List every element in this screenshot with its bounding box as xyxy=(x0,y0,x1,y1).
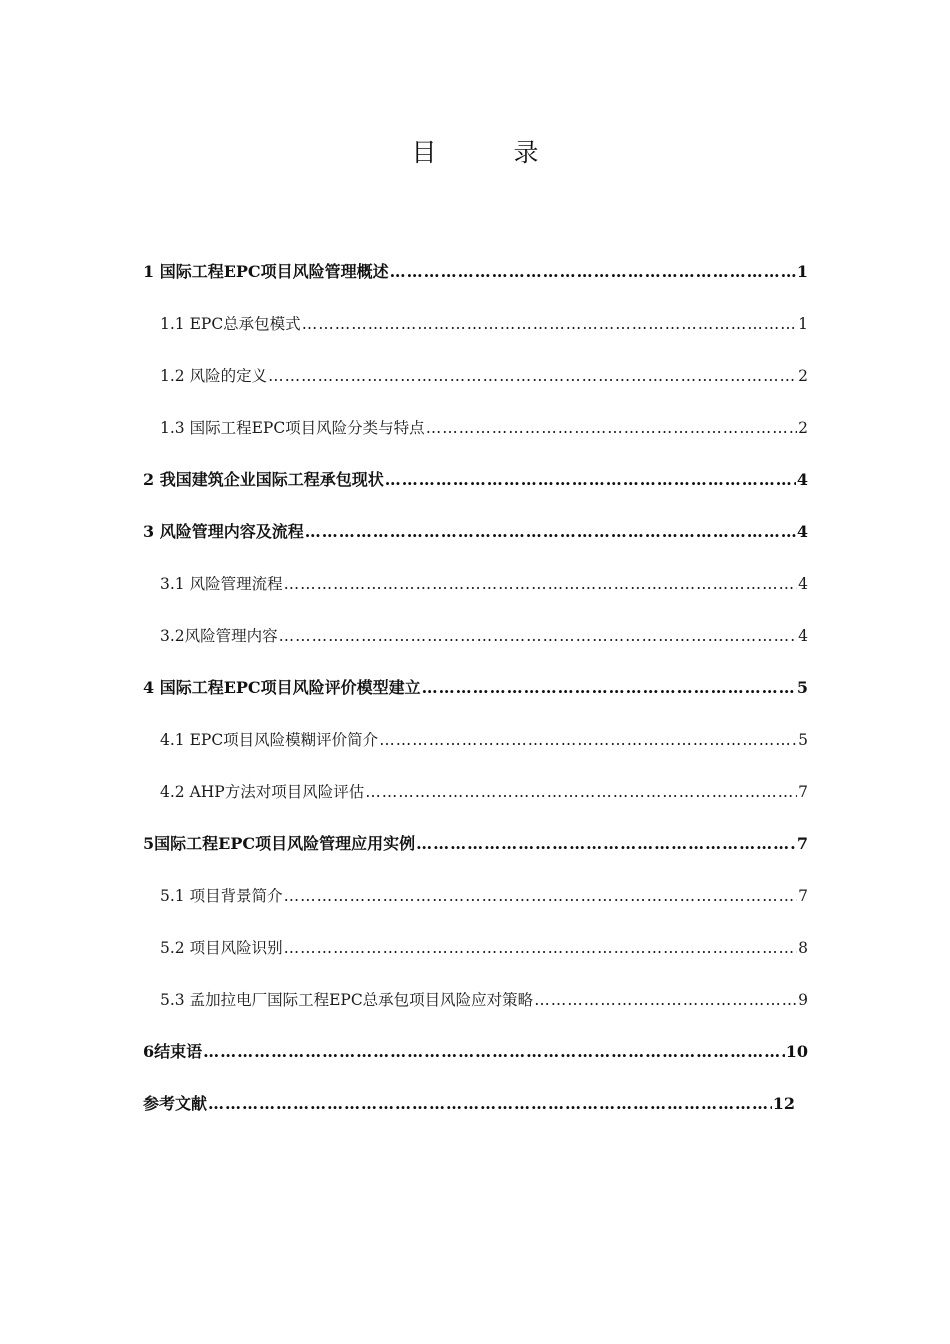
toc-entry-section-1-2[interactable] xyxy=(160,358,808,394)
toc-entry-label: 4.2 AHP方法对项目风险评估 xyxy=(160,783,365,801)
toc-entry-section-5-3[interactable] xyxy=(160,982,808,1018)
toc-entry-label: 4.1 EPC项目风险模糊评价简介 xyxy=(160,731,379,749)
toc-entry-page: 4 xyxy=(798,627,808,645)
dot-leader xyxy=(390,254,796,290)
toc-entry-label: 5国际工程EPC项目风险管理应用实例 xyxy=(143,834,416,853)
toc-entry-section-3-2[interactable] xyxy=(160,618,808,654)
toc-entry-label: 参考文献 xyxy=(143,1094,208,1113)
dot-leader xyxy=(268,358,797,394)
dot-leader xyxy=(365,774,797,810)
toc-entry-chapter-2[interactable] xyxy=(143,462,808,498)
toc-entry-label: 5.2 项目风险识别 xyxy=(160,939,283,957)
toc-entry-page: 1 xyxy=(796,262,808,281)
dot-leader xyxy=(426,410,797,446)
dot-leader xyxy=(284,930,798,966)
toc-entry-page: 4 xyxy=(796,470,808,489)
toc-entry-label: 3.1 风险管理流程 xyxy=(160,575,283,593)
toc-entry-page: 7 xyxy=(798,783,808,801)
dot-leader xyxy=(302,306,797,342)
toc-entry-chapter-6[interactable] xyxy=(143,1034,808,1070)
toc-entry-label: 1.1 EPC总承包模式 xyxy=(160,315,301,333)
toc-entry-page: 5 xyxy=(796,678,808,697)
toc-entry-page: 7 xyxy=(798,887,808,905)
toc-entry-section-4-2[interactable] xyxy=(160,774,808,810)
toc-entry-page: 2 xyxy=(798,367,808,385)
toc-entry-label: 3.2风险管理内容 xyxy=(160,627,278,645)
toc-entry-page: 2 xyxy=(798,419,808,437)
toc-entry-page: 1 xyxy=(798,315,808,333)
dot-leader xyxy=(534,982,797,1018)
dot-leader xyxy=(385,462,796,498)
dot-leader xyxy=(208,1086,772,1122)
toc-entry-label: 5.3 孟加拉电厂国际工程EPC总承包项目风险应对策略 xyxy=(160,991,534,1009)
toc-title: 目 录 xyxy=(411,138,565,167)
toc-entry-page: 7 xyxy=(796,834,808,853)
toc-entry-label: 3 风险管理内容及流程 xyxy=(143,522,304,541)
toc-entry-section-1-1[interactable] xyxy=(160,306,808,342)
toc-entry-section-4-1[interactable] xyxy=(160,722,808,758)
toc-entry-page: 10 xyxy=(785,1042,808,1061)
toc-entry-section-5-1[interactable] xyxy=(160,878,808,914)
toc-entry-section-3-1[interactable] xyxy=(160,566,808,602)
toc-entry-chapter-1[interactable] xyxy=(143,254,808,290)
dot-leader xyxy=(305,514,796,550)
toc-entry-label: 1.2 风险的定义 xyxy=(160,367,268,385)
toc-entry-chapter-4[interactable] xyxy=(143,670,808,706)
toc-entry-page: 8 xyxy=(798,939,808,957)
toc-entry-label: 2 我国建筑企业国际工程承包现状 xyxy=(143,470,384,489)
toc-entry-page: 4 xyxy=(798,575,808,593)
toc-entry-page: 12 xyxy=(772,1094,795,1113)
toc-entry-label: 4 国际工程EPC项目风险评价模型建立 xyxy=(143,678,421,697)
toc-entry-chapter-5[interactable] xyxy=(143,826,808,862)
dot-leader xyxy=(416,826,796,862)
dot-leader xyxy=(279,618,797,654)
toc-entry-section-1-3[interactable] xyxy=(160,410,808,446)
toc-entry-page: 9 xyxy=(798,991,808,1009)
dot-leader xyxy=(203,1034,785,1070)
toc-entry-references[interactable] xyxy=(143,1086,795,1122)
toc-entry-page: 4 xyxy=(796,522,808,541)
dot-leader xyxy=(379,722,797,758)
toc-entry-page: 5 xyxy=(798,731,808,749)
toc-entry-chapter-3[interactable] xyxy=(143,514,808,550)
dot-leader xyxy=(284,566,798,602)
toc-entry-label: 5.1 项目背景简介 xyxy=(160,887,283,905)
toc-entry-section-5-2[interactable] xyxy=(160,930,808,966)
toc-entry-label: 1 国际工程EPC项目风险管理概述 xyxy=(143,262,389,281)
toc-entry-label: 6结束语 xyxy=(143,1042,203,1061)
toc-entry-label: 1.3 国际工程EPC项目风险分类与特点 xyxy=(160,419,425,437)
dot-leader xyxy=(422,670,796,706)
dot-leader xyxy=(284,878,798,914)
